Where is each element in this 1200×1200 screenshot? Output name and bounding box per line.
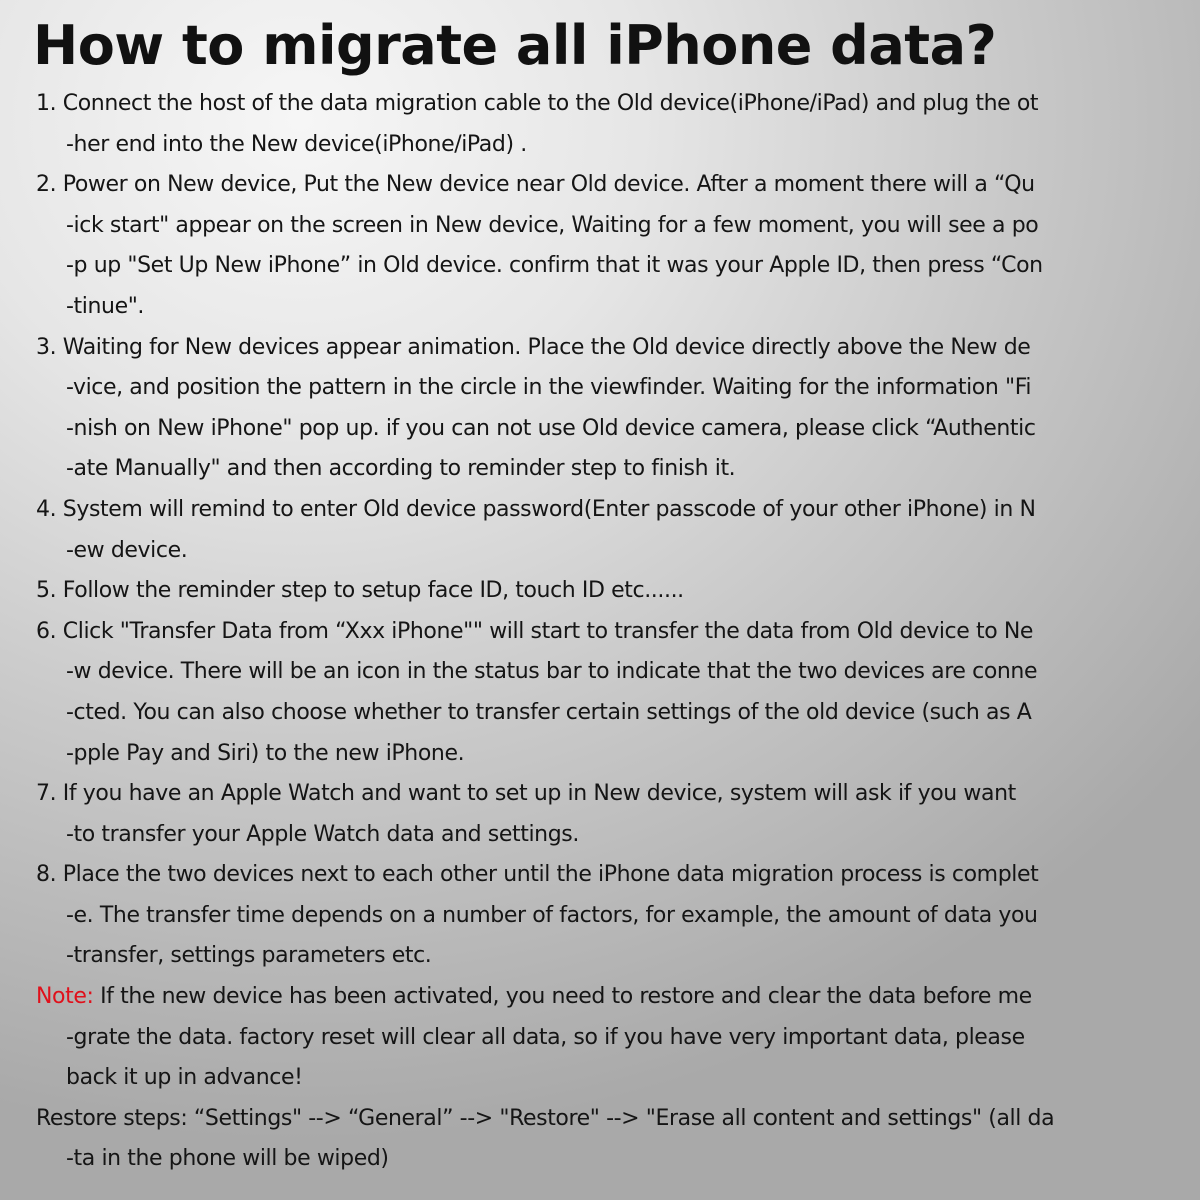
- note-line-1: [36, 977, 1171, 1018]
- page-title: How to migrate all iPhone data?: [33, 14, 997, 77]
- step-7-line-1: 7. If you have an Apple Watch and want to set up in New device, system will ask if you want: [36, 781, 1016, 807]
- step-7-line-2: -to transfer your Apple Watch data and settings.: [66, 821, 579, 847]
- instructions: [36, 84, 1171, 1180]
- step-5-line-1: 5. Follow the reminder step to setup face ID, touch ID etc......: [36, 578, 684, 604]
- step-2-line-4: -tinue".: [66, 293, 145, 319]
- step-6-line-2: -w device. There will be an icon in the status bar to indicate that the two devices are conne: [66, 659, 1038, 685]
- step-2-line-3: -p up "Set Up New iPhone” in Old device. confirm that it was your Apple ID, then press “Con: [66, 253, 1043, 279]
- step-6-line-3: -cted. You can also choose whether to transfer certain settings of the old device (such as A: [66, 699, 1032, 725]
- step-8-line-1: 8. Place the two devices next to each other until the iPhone data migration process is complet: [36, 862, 1039, 888]
- step-4-line-2: -ew device.: [66, 537, 188, 563]
- step-3-line-3: -nish on New iPhone" pop up. if you can not use Old device camera, please click “Authentic: [66, 415, 1036, 441]
- step-3-line-1: 3. Waiting for New devices appear animation. Place the Old device directly above the New de: [36, 334, 1031, 360]
- step-6-line-4: -pple Pay and Siri) to the new iPhone.: [66, 740, 465, 766]
- note-line-3: back it up in advance!: [66, 1065, 303, 1091]
- note-label: Note:: [36, 984, 94, 1010]
- step-1-line-1: 1. Connect the host of the data migration cable to the Old device(iPhone/iPad) and plug the ot: [36, 91, 1039, 116]
- note-text: If the new device has been activated, you need to restore and clear the data before me: [93, 984, 1032, 1010]
- step-2-line-2: -ick start" appear on the screen in New device, Waiting for a few moment, you will see a po: [66, 212, 1039, 238]
- note-line-2: -grate the data. factory reset will clear all data, so if you have very important data, please: [66, 1024, 1025, 1050]
- step-2-line-1: 2. Power on New device, Put the New device near Old device. After a moment there will a “Qu: [36, 172, 1035, 198]
- restore-line-1: Restore steps: “Settings" --> “General” --> "Restore" --> "Erase all content and settings" (all da: [36, 1105, 1055, 1131]
- step-3-line-4: -ate Manually" and then according to reminder step to finish it.: [66, 456, 736, 482]
- restore-line-2: -ta in the phone will be wiped): [66, 1146, 389, 1172]
- step-1-line-2: -her end into the New device(iPhone/iPad) .: [66, 131, 527, 157]
- step-6-line-1: 6. Click "Transfer Data from “Xxx iPhone"" will start to transfer the data from Old device to Ne: [36, 618, 1034, 644]
- step-3-line-2: -vice, and position the pattern in the circle in the viewfinder. Waiting for the information "Fi: [66, 375, 1032, 401]
- step-4-line-1: 4. System will remind to enter Old device password(Enter passcode of your other iPhone) in N: [36, 496, 1036, 522]
- step-8-line-3: -transfer, settings parameters etc.: [66, 943, 432, 969]
- step-8-line-2: -e. The transfer time depends on a number of factors, for example, the amount of data you: [66, 902, 1038, 928]
